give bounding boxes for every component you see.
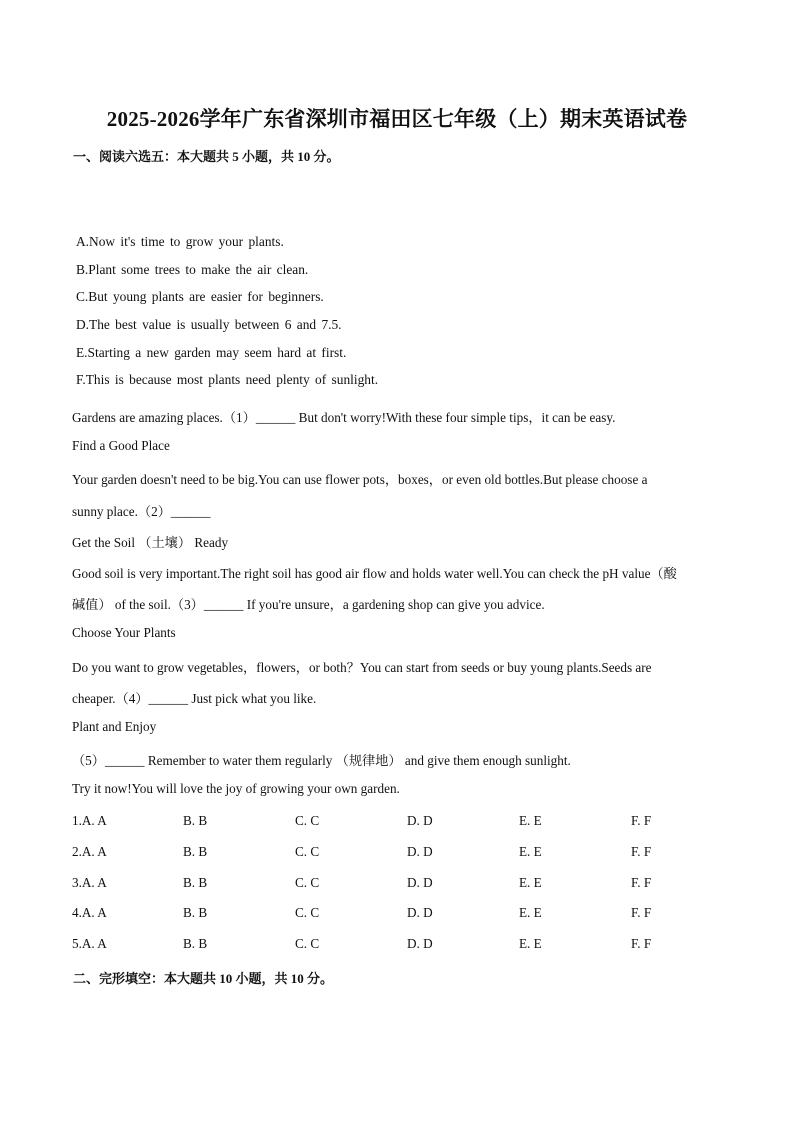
passage-line-12: （5）______ Remember to water them regularly （规律地） and give them enough sunlight. xyxy=(72,753,571,768)
passage-line-7: 碱值） of the soil.（3）______ If you're unsure，a gardening shop can give you advice. xyxy=(72,597,545,612)
choice-1-f[interactable]: F. F xyxy=(631,813,652,828)
passage-line-4: sunny place.（2）______ xyxy=(72,504,211,519)
page-title: 2025-2026学年广东省深圳市福田区七年级（上）期末英语试卷 xyxy=(106,107,688,131)
option-d: D.The best value is usually between 6 and 7.5. xyxy=(76,317,342,333)
choice-5-b[interactable]: B. B xyxy=(183,936,208,952)
choice-row-4 xyxy=(72,905,712,936)
choice-1-e[interactable]: E. E xyxy=(519,813,542,828)
choice-4-c[interactable]: C. C xyxy=(295,905,320,921)
choice-3-d[interactable]: D. D xyxy=(407,874,433,890)
option-a: A.Now it's time to grow your plants. xyxy=(76,234,284,249)
answer-choices xyxy=(72,813,712,967)
choice-2-d[interactable]: D. D xyxy=(407,843,433,859)
choice-5-d[interactable]: D. D xyxy=(407,936,433,952)
choice-5-a[interactable]: 5.A. A xyxy=(72,936,107,952)
choice-4-b[interactable]: B. B xyxy=(183,905,208,921)
choice-2-a[interactable]: 2.A. A xyxy=(72,843,107,859)
choice-4-f[interactable]: F. F xyxy=(631,905,652,921)
choice-row-5 xyxy=(72,936,712,967)
passage-line-13: Try it now!You will love the joy of growing your own garden. xyxy=(72,781,400,796)
passage-heading-place: Find a Good Place xyxy=(72,438,170,453)
choice-5-f[interactable]: F. F xyxy=(631,936,652,952)
choice-2-e[interactable]: E. E xyxy=(519,843,542,859)
choice-2-f[interactable]: F. F xyxy=(631,843,652,859)
choice-3-a[interactable]: 3.A. A xyxy=(72,874,107,890)
option-f: F.This is because most plants need plenty of sunlight. xyxy=(76,372,379,388)
choice-1-c[interactable]: C. C xyxy=(295,813,320,828)
passage-line-10: cheaper.（4）______ Just pick what you like. xyxy=(72,691,317,706)
passage-heading-enjoy: Plant and Enjoy xyxy=(72,719,157,734)
choice-5-c[interactable]: C. C xyxy=(295,936,320,952)
option-list xyxy=(76,233,378,399)
choice-1-a[interactable]: 1.A. A xyxy=(72,813,107,828)
choice-3-e[interactable]: E. E xyxy=(519,874,542,890)
option-c: C.But young plants are easier for beginners. xyxy=(76,289,324,305)
passage-line-6: Good soil is very important.The right soil has good air flow and holds water well.You can check the pH value（酸 xyxy=(72,566,677,581)
passage-line-9: Do you want to grow vegetables，flowers，or both？You can start from seeds or buy young plants.Seeds are xyxy=(72,660,652,675)
choice-5-e[interactable]: E. E xyxy=(519,936,542,952)
choice-row-3 xyxy=(72,875,712,906)
passage-line-3: Your garden doesn't need to be big.You can use flower pots，boxes，or even old bottles.But please choose a xyxy=(72,472,648,487)
section-1-heading: 一、阅读六选五：本大题共 5 小题，共 10 分。 xyxy=(73,149,340,164)
section-2-heading: 二、完形填空：本大题共 10 小题，共 10 分。 xyxy=(73,971,334,986)
passage-heading-plants: Choose Your Plants xyxy=(72,625,176,640)
choice-2-b[interactable]: B. B xyxy=(183,843,208,859)
option-b: B.Plant some trees to make the air clean. xyxy=(76,261,309,277)
choice-1-d[interactable]: D. D xyxy=(407,813,433,828)
choice-row-2 xyxy=(72,844,712,875)
choice-4-a[interactable]: 4.A. A xyxy=(72,905,107,921)
choice-row-1 xyxy=(72,813,712,844)
choice-1-b[interactable]: B. B xyxy=(183,813,208,828)
passage-heading-soil: Get the Soil （土壤） Ready xyxy=(72,535,229,550)
passage-line-1: Gardens are amazing places.（1）______ But don't worry!With these four simple tips，it can be easy. xyxy=(72,410,616,425)
choice-2-c[interactable]: C. C xyxy=(295,843,320,859)
choice-3-f[interactable]: F. F xyxy=(631,874,652,890)
option-e: E.Starting a new garden may seem hard at first. xyxy=(76,344,347,360)
choice-3-b[interactable]: B. B xyxy=(183,874,208,890)
choice-4-e[interactable]: E. E xyxy=(519,905,542,921)
choice-4-d[interactable]: D. D xyxy=(407,905,433,921)
choice-3-c[interactable]: C. C xyxy=(295,874,320,890)
